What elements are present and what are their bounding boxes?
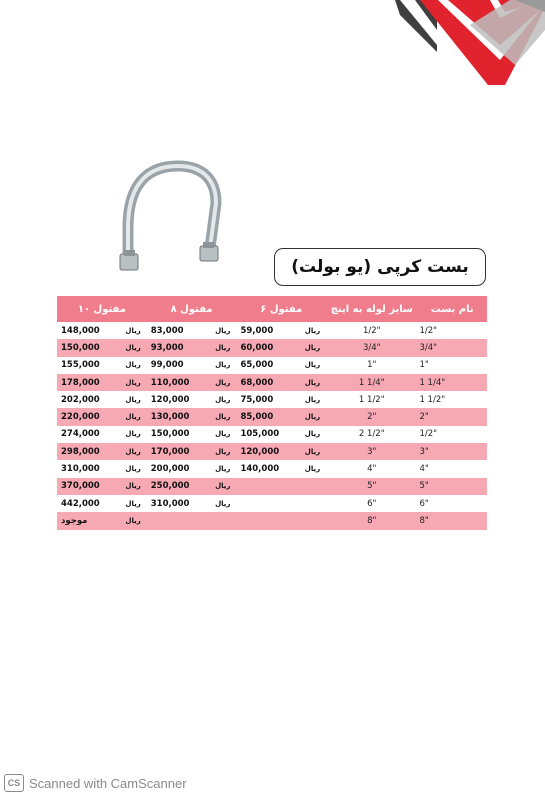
price-amount: 148,000 [61,325,100,336]
cell-price-m8 [147,339,237,356]
currency-label: ریال [215,378,231,387]
price-amount: 105,000 [240,429,280,440]
header-m6: مفتول ۶ [236,296,326,322]
cell-size: 8" [326,512,417,529]
cell-price-m8 [147,374,237,391]
cell-price-m10 [57,391,147,408]
cell-price-m8 [147,443,237,460]
decorative-chevrons [0,0,545,110]
cell-price-m10 [57,408,147,425]
u-bolt-image [98,158,228,278]
cell-price-m10 [57,495,147,512]
cell-price-m6 [236,357,326,374]
cell-size: 2 1/2" [358,429,385,440]
cell-price-m6 [236,339,326,356]
table-header-row [57,296,487,322]
price-amount: 130,000 [150,412,190,423]
cell-price-m10 [57,460,147,477]
cell-size: 1" [367,360,377,371]
currency-label: ریال [125,447,141,456]
cell-price-m6 [236,322,326,339]
cell-price-m8 [147,460,237,477]
currency-label: ریال [215,413,231,422]
currency-label: ریال [304,343,321,352]
currency-label: ریال [215,465,231,474]
currency-label: ریال [215,361,231,370]
price-amount: 370,000 [61,481,100,492]
watermark-text: Scanned with CamScanner [29,775,187,791]
currency-label: ریال [215,343,231,352]
header-m8: مفتول ۸ [147,296,237,322]
currency-label: ریال [304,413,321,422]
cell-name: 8" [417,512,487,529]
cell-name: 6" [419,498,429,509]
table-row [57,512,487,529]
currency-label: ریال [125,516,141,525]
price-amount: 274,000 [61,429,100,440]
table-row [57,478,487,495]
table-row [57,391,487,408]
table-row [57,443,487,460]
currency-label: ریال [215,499,231,508]
header-m10: مفتول ۱۰ [57,296,147,322]
price-amount: 170,000 [150,446,190,457]
currency-label: ریال [125,378,141,387]
cell-name: 1" [419,360,429,371]
currency-label: ریال [125,343,141,352]
currency-label: ریال [304,378,321,387]
cell-name: 1/2" [419,325,438,336]
table-row [57,426,487,443]
cell-name: 3" [417,443,487,460]
price-amount: موجود [61,515,88,526]
cell-size: 5" [326,478,417,495]
cell-price-m8 [147,357,237,374]
price-amount: 250,000 [150,481,190,492]
currency-label: ریال [215,326,231,335]
cell-price-m6 [236,374,326,391]
currency-label: ریال [125,413,141,422]
cell-size: 3" [326,443,417,460]
price-amount: 202,000 [61,394,100,405]
price-amount: 59,000 [240,325,274,336]
cell-size: 1 1/4" [326,374,417,391]
cell-price-m8 [147,512,237,529]
cell-name: 3/4" [417,339,487,356]
table-row [57,408,487,425]
table-row [57,357,487,374]
page-title: بست کرپی (یو بولت) [274,248,486,286]
price-amount: 120,000 [240,446,280,457]
currency-label: ریال [215,395,231,404]
cell-price-m8 [147,322,237,339]
table-row [57,374,487,391]
currency-label: ریال [215,430,231,439]
currency-label: ریال [215,447,231,456]
price-amount: 75,000 [240,394,274,405]
cell-size: 1 1/2" [358,394,385,405]
cell-price-m8 [147,391,237,408]
cell-price-m10 [57,339,147,356]
cell-size: 2" [326,408,417,425]
cell-price-m8 [147,426,237,443]
price-amount: 155,000 [61,360,100,371]
currency-label: ریال [125,361,141,370]
price-amount: 298,000 [61,446,100,457]
currency-label: ریال [304,447,321,456]
cell-price-m10 [57,443,147,460]
price-amount: 310,000 [150,498,190,509]
cell-name: 2" [417,408,487,425]
currency-label: ریال [304,430,321,439]
currency-label: ریال [215,482,231,491]
cell-name: 4" [419,464,429,475]
cell-price-m6 [236,512,326,529]
currency-label: ریال [125,482,141,491]
header-size: سایز لوله به اینچ [326,296,417,322]
table-row [57,339,487,356]
cell-size: 1/2" [362,325,381,336]
price-amount: 120,000 [150,394,190,405]
price-amount: 310,000 [61,464,100,475]
cell-price-m8 [147,478,237,495]
cell-price-m10 [57,478,147,495]
price-amount: 150,000 [61,342,100,353]
price-amount: 200,000 [150,464,190,475]
header-name: نام بست [417,296,487,322]
cell-size: 3/4" [326,339,417,356]
cell-name: 1 1/2" [419,394,446,405]
cell-price-m6 [236,495,326,512]
cell-price-m6 [236,478,326,495]
cell-price-m10 [57,426,147,443]
price-amount: 442,000 [61,498,100,509]
cell-name: 5" [417,478,487,495]
cell-price-m8 [147,495,237,512]
currency-label: ریال [125,326,141,335]
cell-price-m6 [236,460,326,477]
price-amount: 60,000 [240,342,274,353]
cell-price-m10 [57,374,147,391]
currency-label: ریال [304,395,321,404]
price-amount: 85,000 [240,412,274,423]
cell-price-m6 [236,391,326,408]
price-amount: 68,000 [240,377,274,388]
cell-price-m10 [57,357,147,374]
price-table [57,296,487,530]
currency-label: ریال [304,326,321,335]
currency-label: ریال [304,361,321,370]
price-amount: 178,000 [61,377,100,388]
cell-price-m6 [236,408,326,425]
camscanner-watermark [4,774,187,792]
cell-price-m10 [57,512,147,529]
price-amount: 65,000 [240,360,274,371]
currency-label: ریال [125,395,141,404]
price-amount: 140,000 [240,464,280,475]
cell-price-m8 [147,408,237,425]
price-amount: 110,000 [150,377,190,388]
cell-size: 6" [367,498,377,509]
camscanner-logo: CS [4,774,24,792]
table-row [57,460,487,477]
currency-label: ریال [304,465,321,474]
cell-price-m6 [236,426,326,443]
cell-name: 1/2" [419,429,438,440]
cell-size: 4" [367,464,377,475]
table-row [57,495,487,512]
price-amount: 150,000 [150,429,190,440]
price-amount: 220,000 [61,412,100,423]
currency-label: ریال [125,465,141,474]
currency-label: ریال [125,430,141,439]
table-row [57,322,487,339]
currency-label: ریال [125,499,141,508]
price-amount: 99,000 [150,360,184,371]
cell-price-m6 [236,443,326,460]
price-amount: 93,000 [150,342,184,353]
price-amount: 83,000 [150,325,184,336]
cell-price-m10 [57,322,147,339]
cell-name: 1 1/4" [417,374,487,391]
